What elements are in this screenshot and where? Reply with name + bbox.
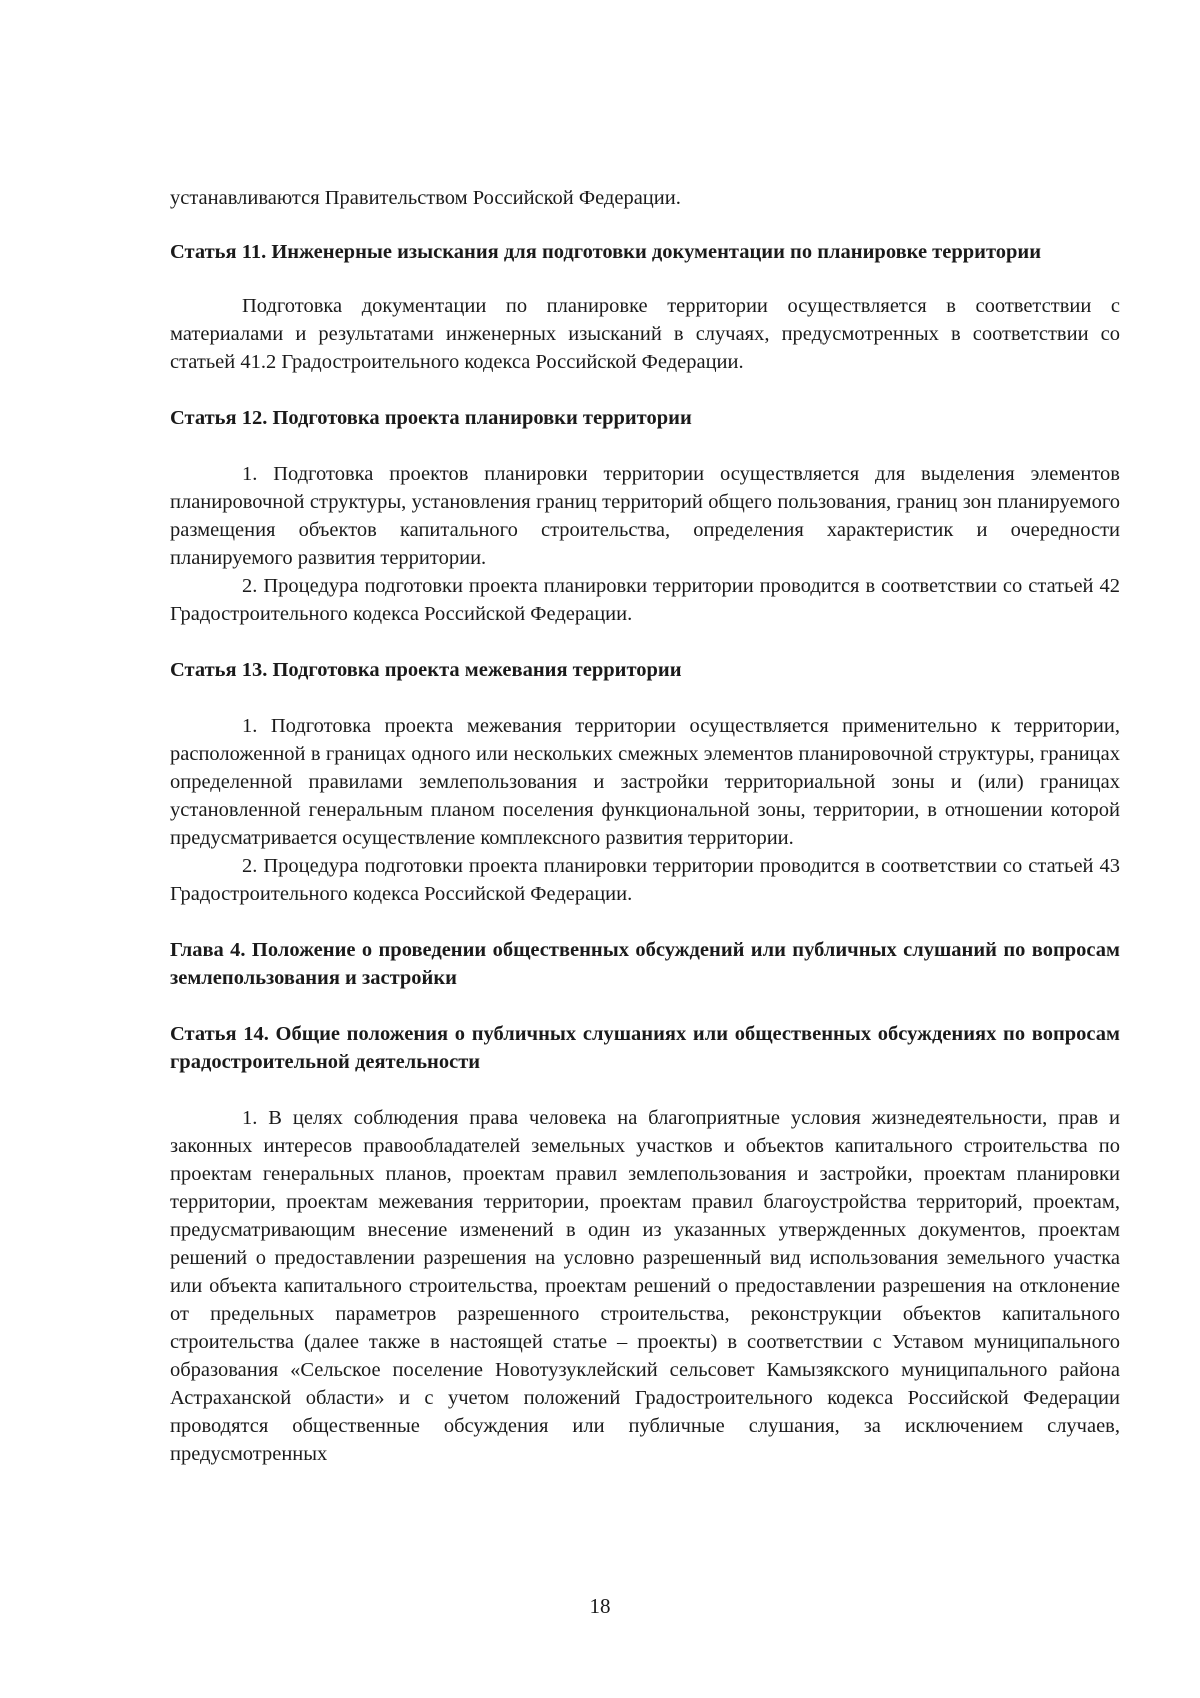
lead-line: устанавливаются Правительством Российской Федерации. xyxy=(170,187,681,209)
article-12-heading: Статья 12. Подготовка проекта планировки территории xyxy=(170,407,692,429)
article-12-paragraph-2: 2. Процедура подготовки проекта планировки территории проводится в соответствии со статьей 42 Градостроительного кодекса Российской Федерации. xyxy=(170,575,1120,625)
article-11-heading: Статья 11. Инженерные изыскания для подготовки документации по планировке территории xyxy=(170,241,1042,263)
article-13-paragraph-1: 1. Подготовка проекта межевания территории осуществляется применительно к территории, расположенной в границах одного или нескольких смежных элементов планировочной структуры, границах определенной правилами землепользования и застройки территориальной зоны и (или) границах установленной генеральным планом поселения функциональной зоны, территории, в отношении которой предусматривается осуществление комплексного развития территории. xyxy=(170,715,1120,849)
page-number: 18 xyxy=(589,1594,611,1618)
article-13-paragraph-2: 2. Процедура подготовки проекта планировки территории проводится в соответствии со статьей 43 Градостроительного кодекса Российской Федерации. xyxy=(170,855,1120,905)
article-14-heading: Статья 14. Общие положения о публичных слушаниях или общественных обсуждениях по вопросам градостроительной деятельности xyxy=(170,1023,1120,1073)
article-12-paragraph-1: 1. Подготовка проектов планировки территории осуществляется для выделения элементов планировочной структуры, установления границ территорий общего пользования, границ зон планируемого размещения объектов капитального строительства, определения характеристик и очередности планируемого развития территории. xyxy=(170,463,1120,569)
document-page xyxy=(170,184,1120,1468)
article-14-paragraph-1: 1. В целях соблюдения права человека на благоприятные условия жизнедеятельности, прав и законных интересов правообладателей земельных участков и объектов капитального строительства по проектам генеральных планов, проектам правил землепользования и застройки, проектам планировки территории, проектам межевания территории, проектам правил благоустройства территорий, проектам, предусматривающим внесение изменений в один из указанных утвержденных документов, проектам решений о предоставлении разрешения на условно разрешенный вид использования земельного участка или объекта капитального строительства, проектам решений о предоставлении разрешения на отклонение от предельных параметров разрешенного строительства, реконструкции объектов капитального строительства (далее также в настоящей статье – проекты) в соответствии с Уставом муниципального образования «Сельское поселение Новотузуклейский сельсовет Камызякского муниципального района Астраханской области» и с учетом положений Градостроительного кодекса Российской Федерации проводятся общественные обсуждения или публичные слушания, за исключением случаев, предусмотренных xyxy=(170,1107,1120,1465)
article-13-heading: Статья 13. Подготовка проекта межевания территории xyxy=(170,659,682,681)
article-11-paragraph-1: Подготовка документации по планировке территории осуществляется в соответствии с материалами и результатами инженерных изысканий в случаях, предусмотренных в соответствии со статьей 41.2 Градостроительного кодекса Российской Федерации. xyxy=(170,295,1120,373)
chapter-4-heading: Глава 4. Положение о проведении общественных обсуждений или публичных слушаний по вопросам землепользования и застройки xyxy=(170,939,1120,989)
